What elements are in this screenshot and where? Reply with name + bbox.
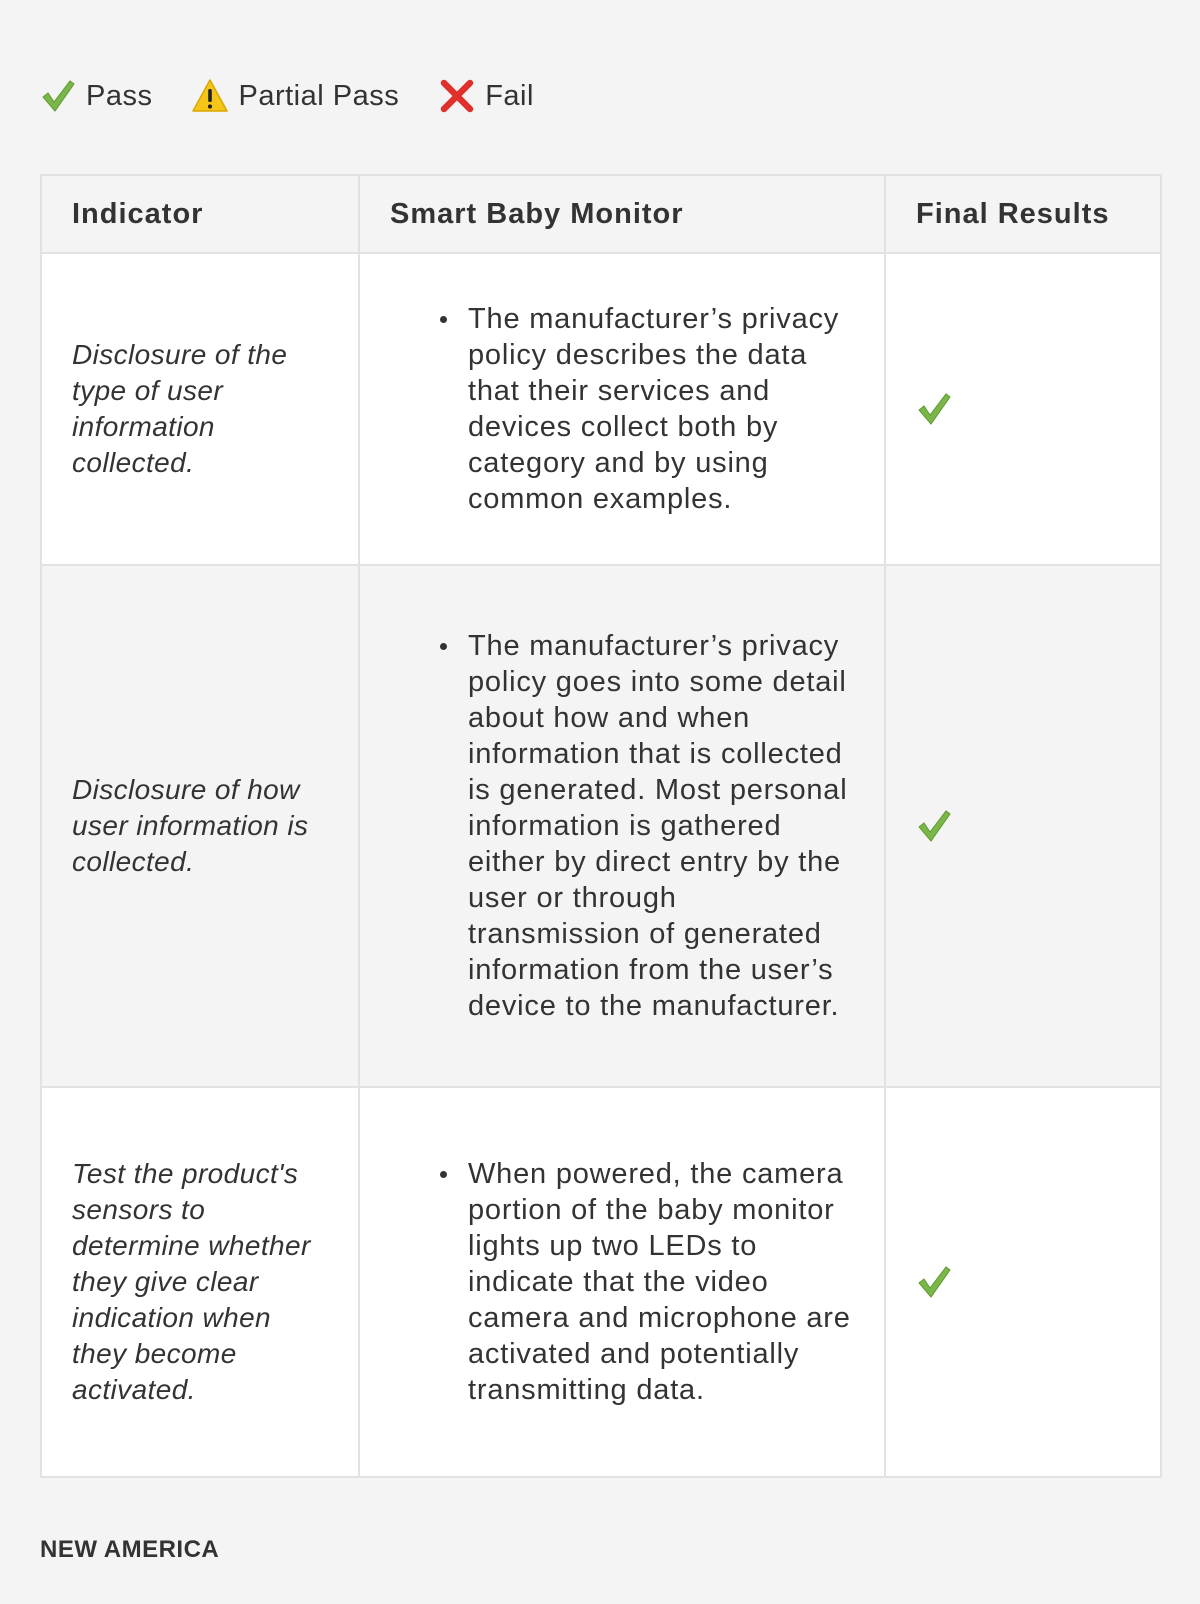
cross-mark-icon: [439, 78, 475, 114]
table-header-row: [41, 175, 1161, 253]
header-smart-baby-monitor: Smart Baby Monitor: [359, 175, 885, 253]
detail-cell: [359, 253, 885, 565]
detail-item: The manufacturer’s privacy policy goes into some detail about how and when information that is collected is generated. Most personal information is gathered either by direct entry by the user or through transmission of generated information from the user’s device to the manufacturer.: [468, 628, 854, 1024]
table-row: [41, 565, 1161, 1087]
legend-pass-label: Pass: [86, 79, 153, 112]
legend-partial-pass-label: Partial Pass: [238, 79, 400, 112]
legend-pass: [40, 78, 152, 114]
check-mark-icon: [40, 78, 76, 114]
detail-cell: [359, 565, 885, 1087]
legend-partial-pass: [192, 78, 399, 114]
results-table: [40, 174, 1162, 1478]
result-cell: [885, 565, 1161, 1087]
result-cell: [885, 1087, 1161, 1477]
indicator-cell: Disclosure of how user information is collected.: [41, 565, 359, 1087]
result-cell: [885, 253, 1161, 565]
legend-fail-label: Fail: [485, 79, 534, 112]
results-legend: [40, 74, 574, 118]
legend-fail: [439, 78, 534, 114]
detail-list: [390, 301, 854, 517]
table-row: [41, 253, 1161, 565]
indicator-cell: Test the product's sensors to determine whether they give clear indication when they become activated.: [41, 1087, 359, 1477]
pass-check-icon: [916, 1264, 1130, 1300]
header-final-results: Final Results: [885, 175, 1161, 253]
table-row: [41, 1087, 1161, 1477]
detail-item: When powered, the camera portion of the baby monitor lights up two LEDs to indicate that the video camera and microphone are activated and potentially transmitting data.: [468, 1156, 854, 1408]
detail-list: [390, 628, 854, 1024]
footer-brand-logo: NEW AMERICA: [40, 1536, 220, 1563]
pass-check-icon: [916, 808, 1130, 844]
indicator-cell: Disclosure of the type of user information collected.: [41, 253, 359, 565]
header-indicator: Indicator: [41, 175, 359, 253]
warning-icon: [192, 78, 228, 114]
detail-item: The manufacturer’s privacy policy describes the data that their services and devices collect both by category and by using common examples.: [468, 301, 854, 517]
detail-list: [390, 1156, 854, 1408]
detail-cell: [359, 1087, 885, 1477]
pass-check-icon: [916, 391, 1130, 427]
